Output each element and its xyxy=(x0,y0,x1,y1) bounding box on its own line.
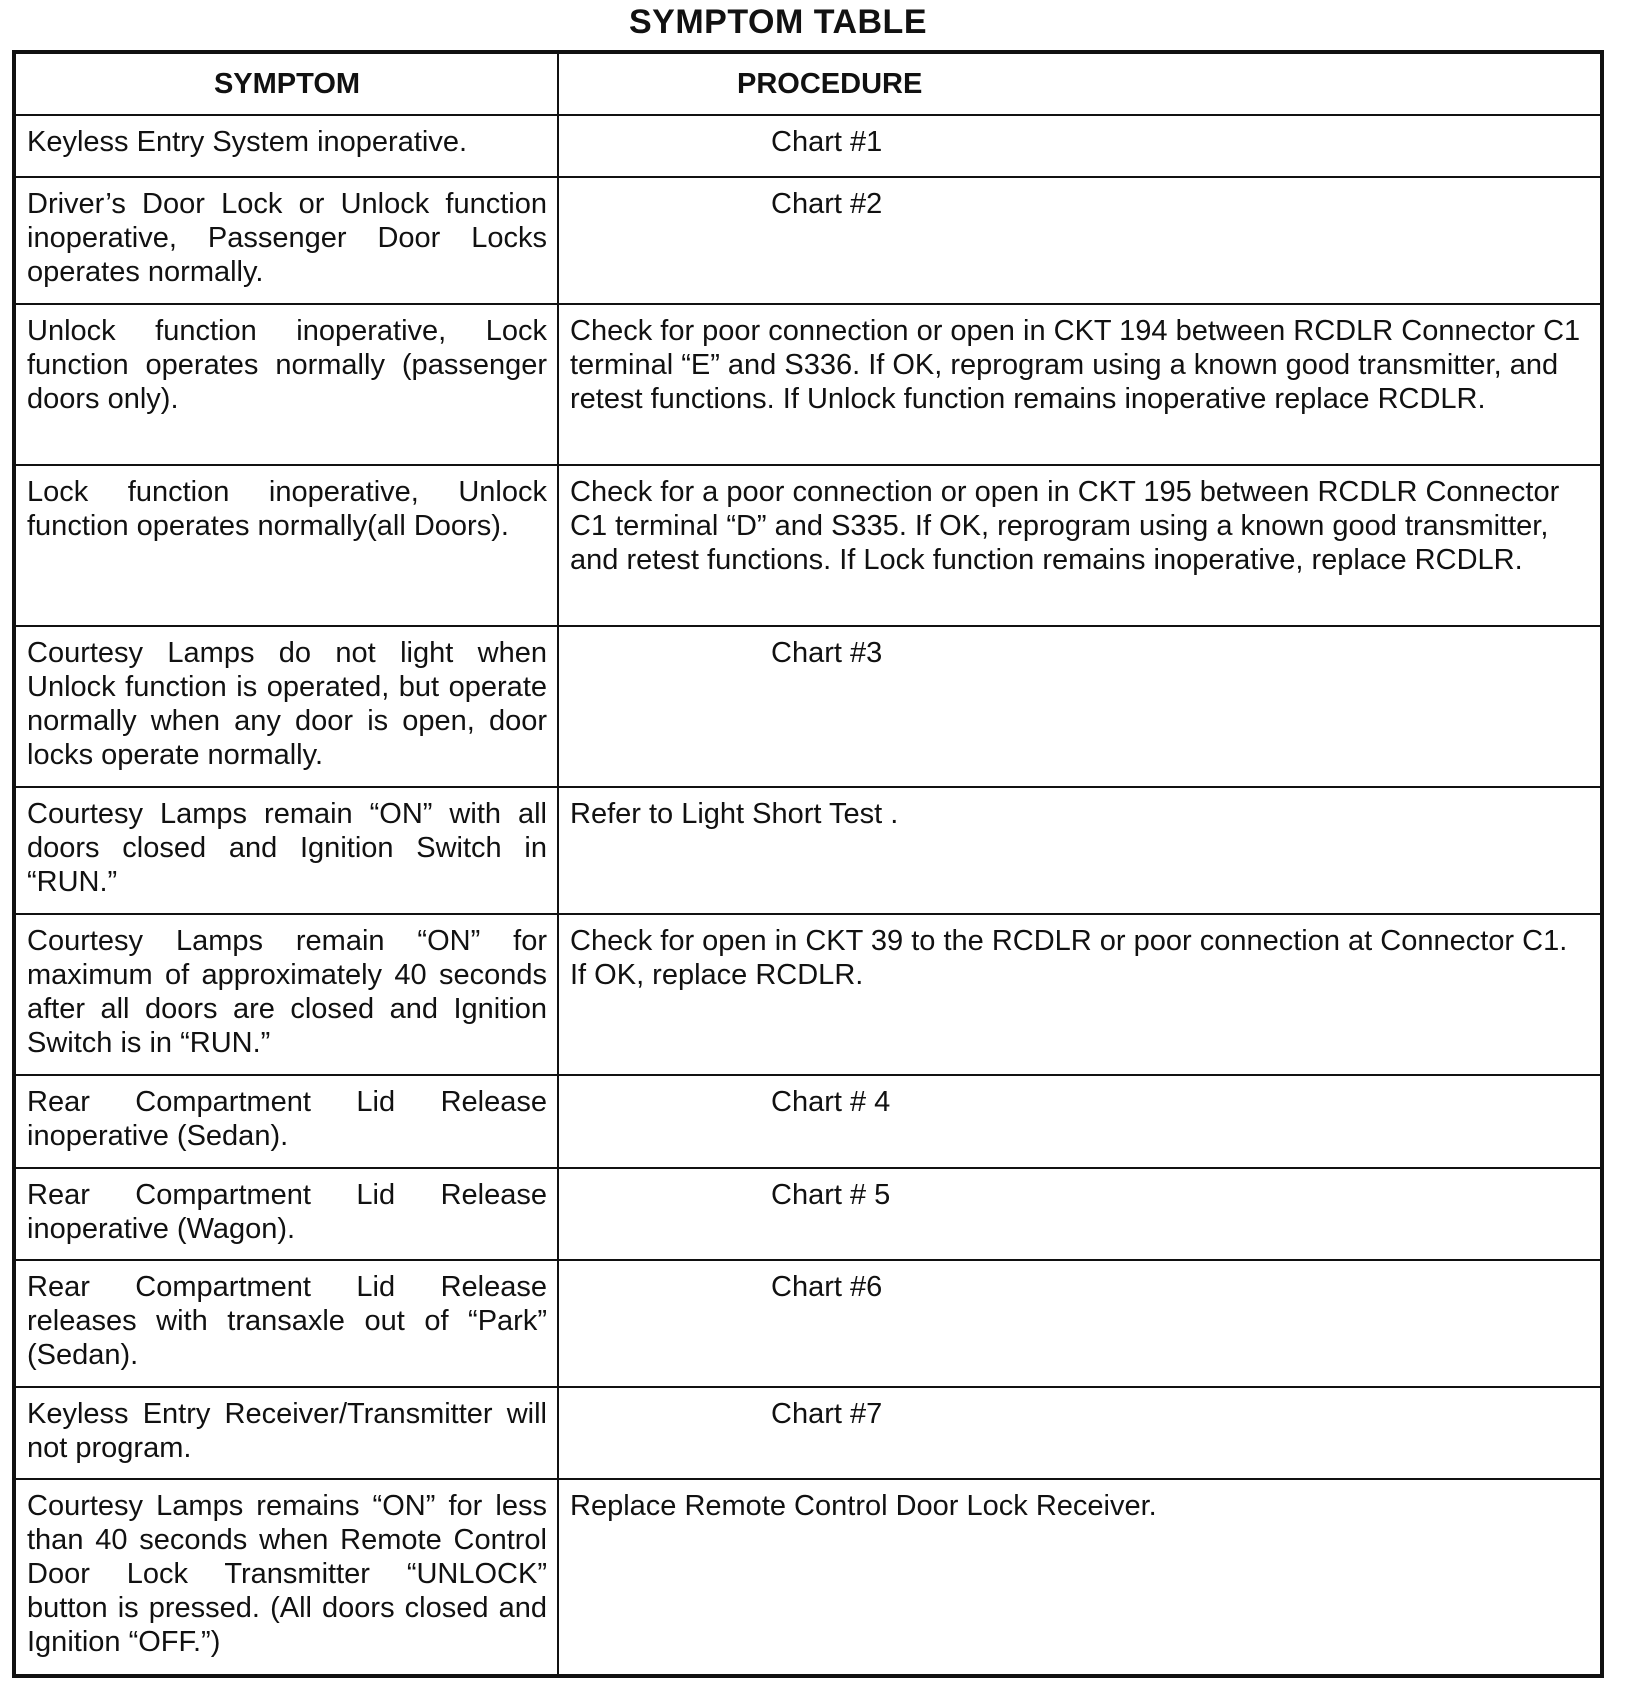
symptom-cell: Driver’s Door Lock or Unlock function inoperative, Passenger Door Locks operates normally. xyxy=(14,177,558,304)
symptom-cell: Keyless Entry System inoperative. xyxy=(14,115,558,177)
procedure-cell: Check for open in CKT 39 to the RCDLR or poor connection at Connector C1. If OK, replace RCDLR. xyxy=(558,914,1602,1075)
procedure-cell: Check for a poor connection or open in CKT 195 between RCDLR Connector C1 terminal “D” and S335. If OK, reprogram using a known good transmitter, and retest functions. If Lock function remains inoperative, replace RCDLR. xyxy=(558,465,1602,626)
table-row xyxy=(14,626,1602,787)
table-row xyxy=(14,787,1602,914)
procedure-cell: Refer to Light Short Test . xyxy=(558,787,1602,914)
column-header-symptom: SYMPTOM xyxy=(14,52,558,115)
symptom-cell: Keyless Entry Receiver/Transmitter will not program. xyxy=(14,1387,558,1479)
procedure-cell: Chart #7 xyxy=(558,1387,1602,1479)
procedure-cell: Chart # 5 xyxy=(558,1168,1602,1260)
column-header-procedure: PROCEDURE xyxy=(558,52,1602,115)
symptom-cell: Courtesy Lamps remain “ON” with all doors closed and Ignition Switch in “RUN.” xyxy=(14,787,558,914)
symptom-cell: Courtesy Lamps remain “ON” for maximum of approximately 40 seconds after all doors are closed and Ignition Switch is in “RUN.” xyxy=(14,914,558,1075)
symptom-cell: Rear Compartment Lid Release inoperative (Sedan). xyxy=(14,1075,558,1167)
table-header-row xyxy=(14,52,1602,115)
table-row xyxy=(14,1168,1602,1260)
symptom-cell: Rear Compartment Lid Release inoperative (Wagon). xyxy=(14,1168,558,1260)
table-row xyxy=(14,1387,1602,1479)
table-row xyxy=(14,914,1602,1075)
procedure-cell: Chart #3 xyxy=(558,626,1602,787)
symptom-cell: Unlock function inoperative, Lock function operates normally (passenger doors only). xyxy=(14,304,558,465)
table-row xyxy=(14,115,1602,177)
symptom-cell: Courtesy Lamps do not light when Unlock function is operated, but operate normally when any door is open, door locks operate normally. xyxy=(14,626,558,787)
symptom-table xyxy=(12,50,1604,1678)
procedure-cell: Replace Remote Control Door Lock Receiver. xyxy=(558,1479,1602,1676)
table-row xyxy=(14,304,1602,465)
table-row xyxy=(14,1260,1602,1387)
page-title: SYMPTOM TABLE xyxy=(628,3,928,41)
symptom-cell: Lock function inoperative, Unlock function operates normally(all Doors). xyxy=(14,465,558,626)
table-row xyxy=(14,177,1602,304)
procedure-cell: Chart #6 xyxy=(558,1260,1602,1387)
procedure-cell: Chart #1 xyxy=(558,115,1602,177)
symptom-cell: Rear Compartment Lid Release releases with transaxle out of “Park” (Sedan). xyxy=(14,1260,558,1387)
table-row xyxy=(14,1075,1602,1167)
symptom-cell: Courtesy Lamps remains “ON” for less than 40 seconds when Remote Control Door Lock Transmitter “UNLOCK” button is pressed. (All doors closed and Ignition “OFF.”) xyxy=(14,1479,558,1676)
procedure-cell: Chart # 4 xyxy=(558,1075,1602,1167)
procedure-cell: Check for poor connection or open in CKT 194 between RCDLR Connector C1 terminal “E” and S336. If OK, reprogram using a known good transmitter, and retest functions. If Unlock function remains inoperative replace RCDLR. xyxy=(558,304,1602,465)
table-row xyxy=(14,465,1602,626)
procedure-cell: Chart #2 xyxy=(558,177,1602,304)
table-row xyxy=(14,1479,1602,1676)
